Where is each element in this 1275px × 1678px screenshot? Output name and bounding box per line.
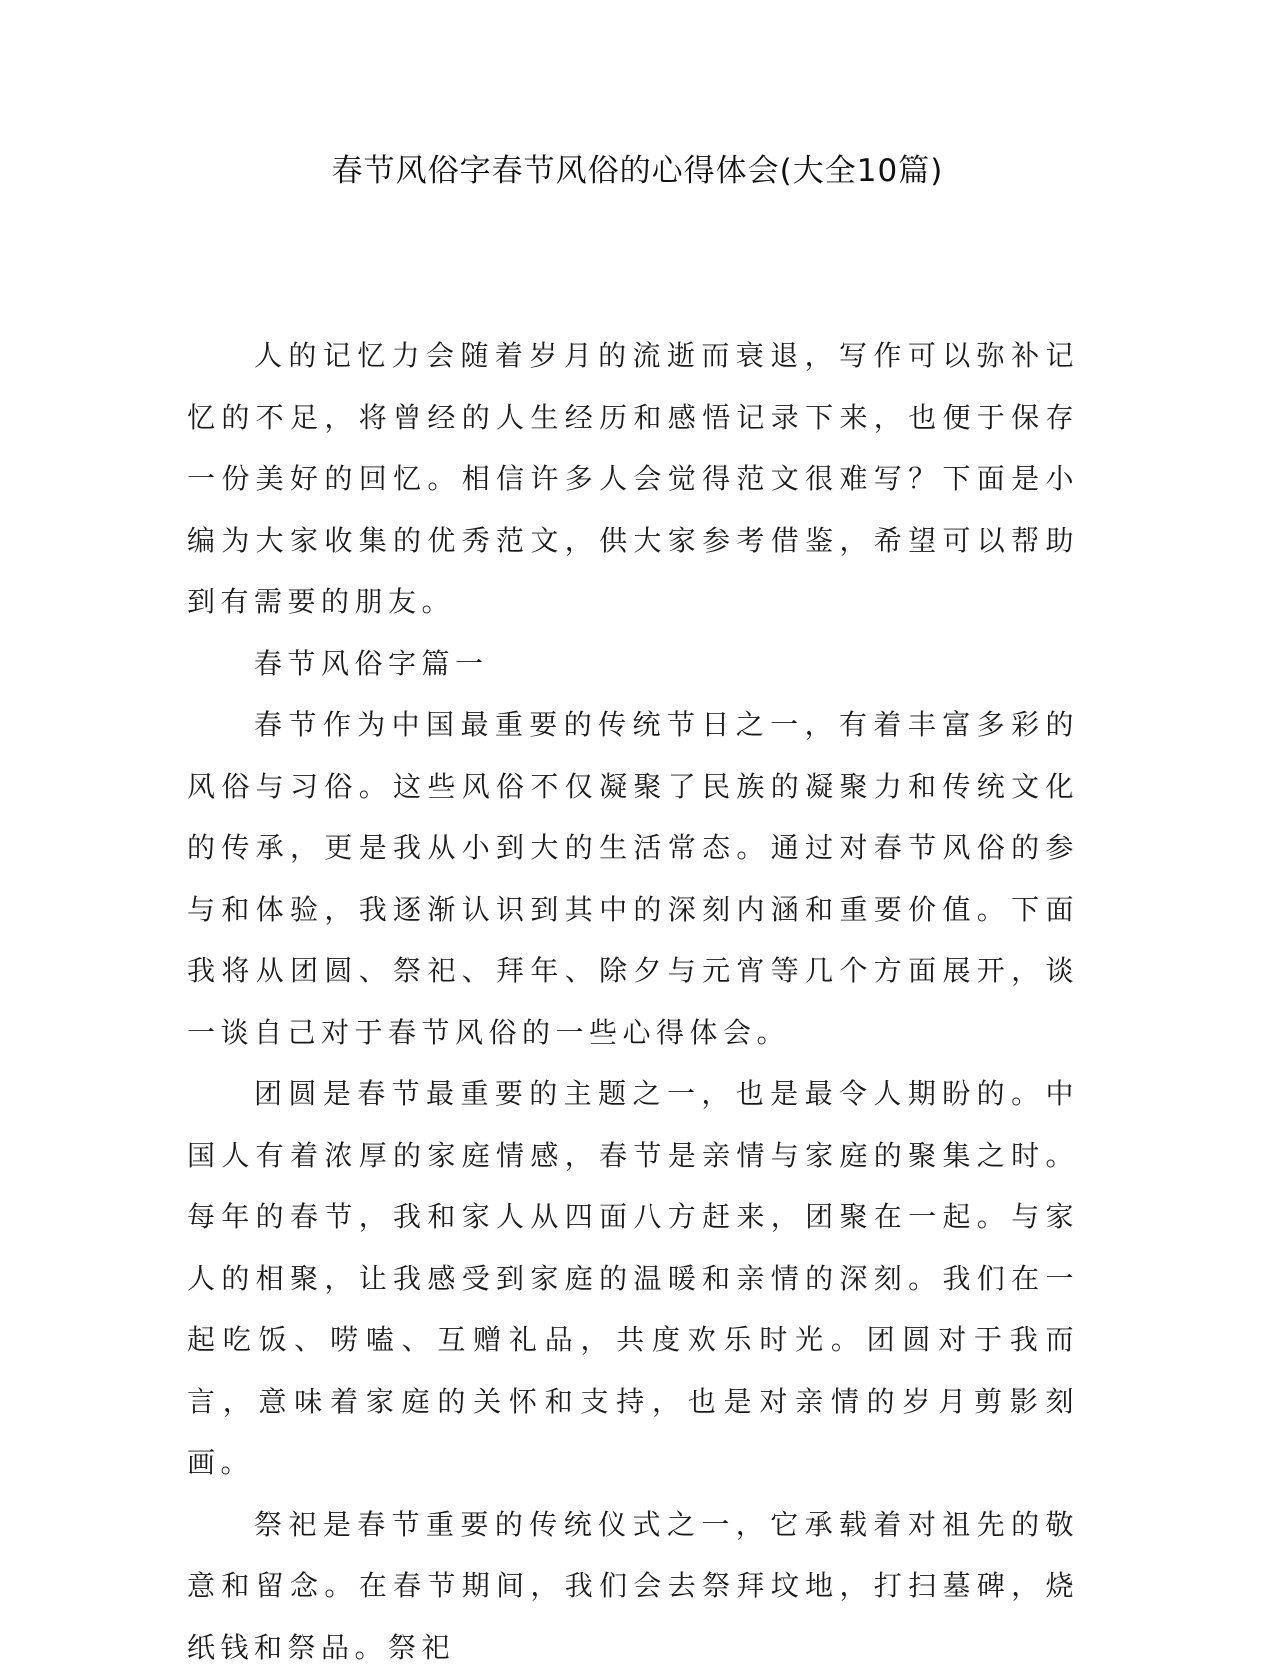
intro-paragraph: 人的记忆力会随着岁月的流逝而衰退，写作可以弥补记忆的不足，将曾经的人生经历和感悟记录下来，也便于保存一份美好的回忆。相信许多人会觉得范文很难写？下面是小编为大家收集的优秀范文，供大家参考借鉴，希望可以帮助到有需要的朋友。 [187,325,1079,633]
body-paragraph: 祭祀是春节重要的传统仪式之一，它承载着对祖先的敬意和留念。在春节期间，我们会去祭拜坟地，打扫墓碑，烧纸钱和祭品。祭祀 [187,1494,1079,1678]
document-body [187,325,1079,1678]
document-title: 春节风俗字春节风俗的心得体会(大全10篇) [0,150,1275,192]
body-paragraph: 团圆是春节最重要的主题之一，也是最令人期盼的。中国人有着浓厚的家庭情感，春节是亲情与家庭的聚集之时。每年的春节，我和家人从四面八方赶来，团聚在一起。与家人的相聚，让我感受到家庭的温暖和亲情的深刻。我们在一起吃饭、唠嗑、互赠礼品，共度欢乐时光。团圆对于我而言，意味着家庭的关怀和支持，也是对亲情的岁月剪影刻画。 [187,1063,1079,1494]
section-heading: 春节风俗字篇一 [187,633,1079,695]
body-paragraph: 春节作为中国最重要的传统节日之一，有着丰富多彩的风俗与习俗。这些风俗不仅凝聚了民族的凝聚力和传统文化的传承，更是我从小到大的生活常态。通过对春节风俗的参与和体验，我逐渐认识到其中的深刻内涵和重要价值。下面我将从团圆、祭祀、拜年、除夕与元宵等几个方面展开，谈一谈自己对于春节风俗的一些心得体会。 [187,694,1079,1063]
